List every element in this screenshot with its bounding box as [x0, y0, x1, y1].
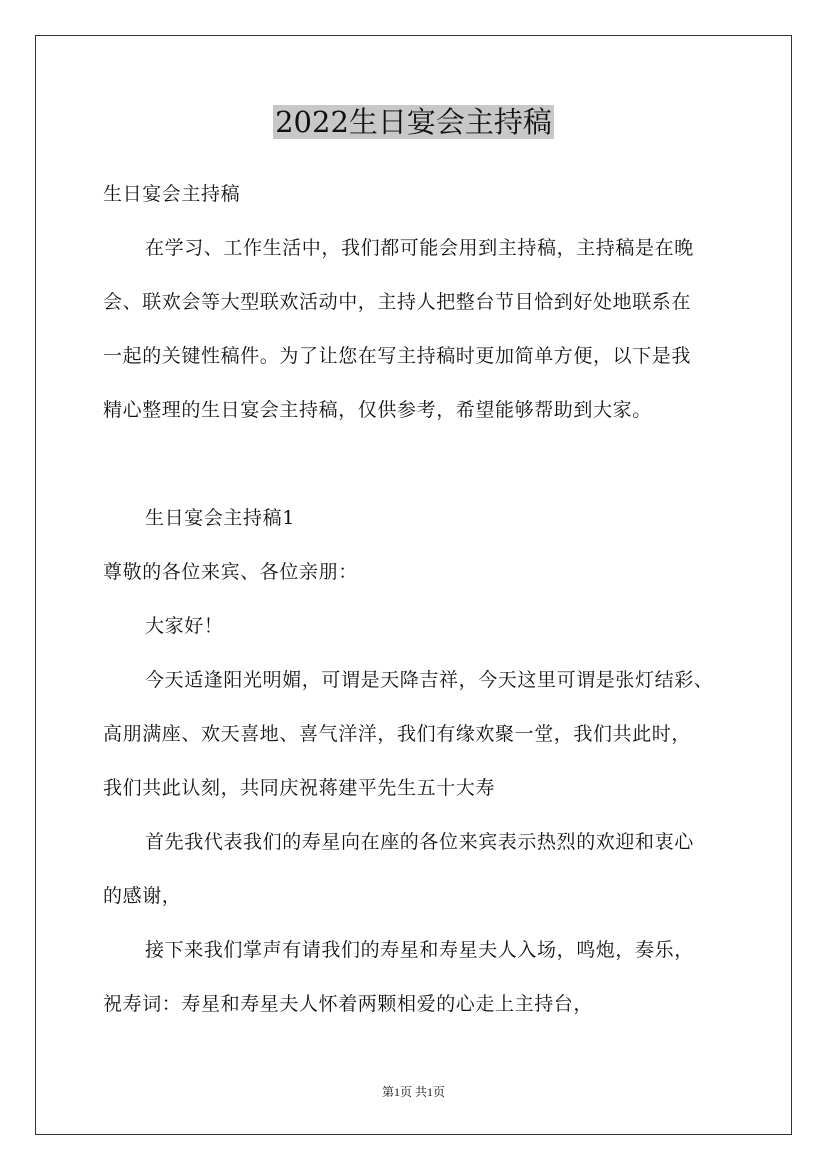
paragraph-line: 会、联欢会等大型联欢活动中，主持人把整台节目恰到好处地联系在 — [103, 291, 692, 313]
paragraph-line: 今天适逢阳光明媚，可谓是天降吉祥，今天这里可谓是张灯结彩、 — [145, 669, 714, 691]
paragraph-line: 祝寿词：寿星和寿星夫人怀着两颗相爱的心走上主持台， — [103, 993, 594, 1015]
paragraph-line: 精心整理的生日宴会主持稿，仅供参考，希望能够帮助到大家。 — [103, 399, 652, 421]
section-heading: 生日宴会主持稿1 — [145, 507, 295, 529]
paragraph-line: 在学习、工作生活中，我们都可能会用到主持稿，主持稿是在晚 — [145, 237, 694, 259]
paragraph-line: 首先我代表我们的寿星向在座的各位来宾表示热烈的欢迎和衷心 — [145, 831, 694, 853]
doc-subtitle: 生日宴会主持稿 — [103, 183, 241, 205]
document-title — [0, 100, 827, 144]
greeting: 大家好！ — [145, 615, 224, 637]
paragraph-line: 的感谢， — [103, 885, 182, 907]
paragraph-line: 一起的关键性稿件。为了让您在写主持稿时更加简单方便，以下是我 — [103, 345, 692, 367]
paragraph-line: 高朋满座、欢天喜地、喜气洋洋，我们有缘欢聚一堂，我们共此时， — [103, 723, 692, 745]
paragraph-line: 接下来我们掌声有请我们的寿星和寿星夫人入场，鸣炮，奏乐， — [145, 939, 694, 961]
paragraph-line: 我们共此认刻，共同庆祝蒋建平先生五十大寿 — [103, 777, 496, 799]
page-footer: 第1页 共1页 — [381, 1085, 445, 1099]
salutation: 尊敬的各位来宾、各位亲朋： — [103, 561, 358, 583]
document-title-text: 2022生日宴会主持稿 — [275, 105, 552, 139]
